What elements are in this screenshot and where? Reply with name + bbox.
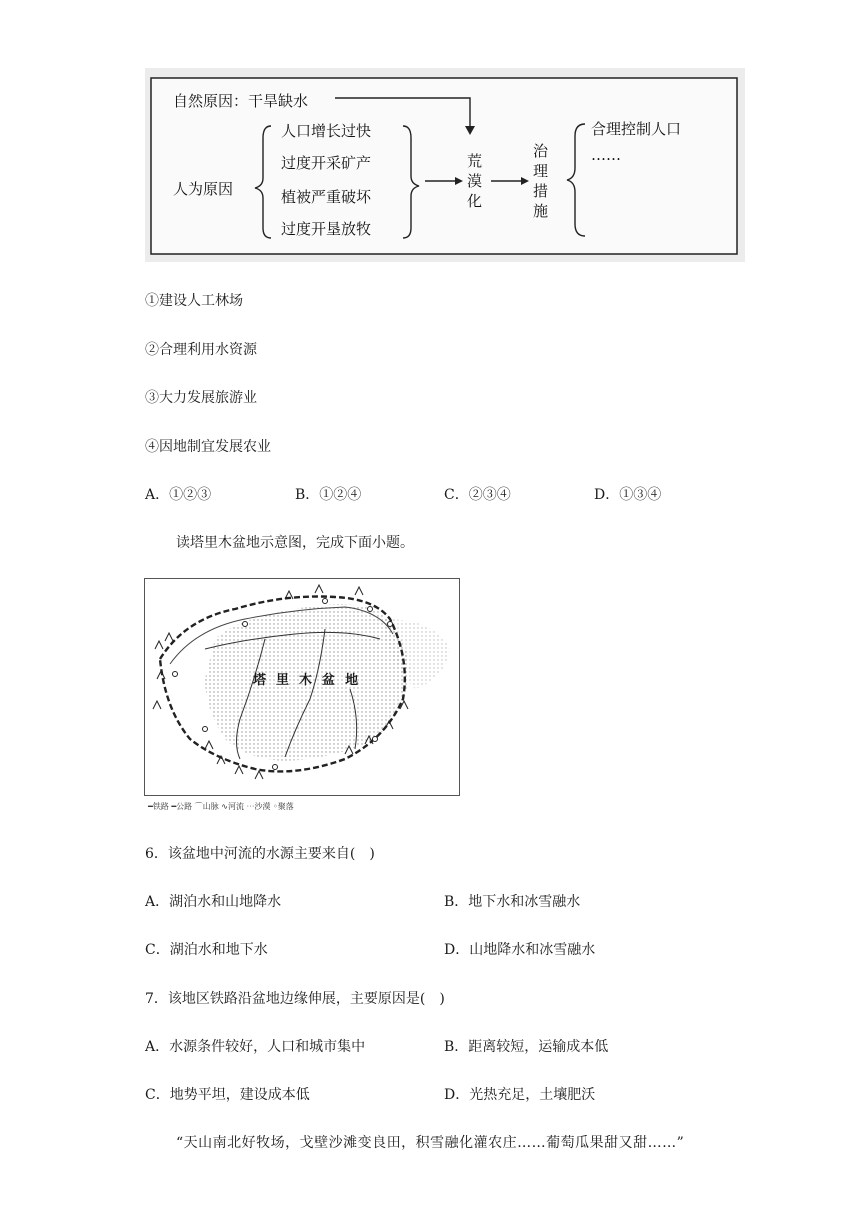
measure-2: …… bbox=[591, 146, 621, 164]
q7-choice-a: A．水源条件较好，人口和城市集中 bbox=[145, 1039, 366, 1055]
human-cause-1: 人口增长过快 bbox=[281, 122, 372, 140]
human-cause-3: 植被严重破坏 bbox=[281, 188, 372, 206]
measures-char-4: 施 bbox=[533, 202, 549, 220]
option-1: ①建设人工林场 bbox=[145, 293, 243, 309]
basin-char-1: 塔 bbox=[253, 673, 277, 688]
q5-choice-c: C．②③④ bbox=[444, 487, 511, 503]
q6-choice-d: D．山地降水和冰雪融水 bbox=[444, 942, 596, 958]
desertification-char-1: 荒 bbox=[467, 152, 483, 170]
basin-char-3: 木 bbox=[299, 673, 323, 688]
option-4: ④因地制宜发展农业 bbox=[145, 439, 271, 455]
option-3: ③大力发展旅游业 bbox=[145, 390, 257, 406]
q7-choice-c: C．地势平坦，建设成本低 bbox=[145, 1087, 310, 1103]
basin-label bbox=[253, 669, 368, 688]
natural-cause-text: 自然原因：干旱缺水 bbox=[173, 92, 309, 110]
option-2: ②合理利用水资源 bbox=[145, 342, 257, 358]
measures-char-3: 措 bbox=[533, 182, 549, 200]
desertification-char-3: 化 bbox=[467, 192, 483, 210]
q5-choice-d: D．①③④ bbox=[594, 487, 662, 503]
map-legend: ━铁路 ━公路 ⌒山脉 ∿河流 ⋯沙漠 ◦聚落 bbox=[148, 802, 294, 811]
human-cause-2: 过度开采矿产 bbox=[281, 154, 372, 172]
measures-char-2: 理 bbox=[533, 162, 549, 180]
q6-choice-a: A．湖泊水和山地降水 bbox=[145, 894, 282, 910]
q7-choice-b: B．距离较短，运输成本低 bbox=[444, 1039, 609, 1055]
measures-char-1: 治 bbox=[533, 142, 549, 160]
tarim-basin-map bbox=[144, 578, 460, 796]
q5-choice-b: B．①②④ bbox=[295, 487, 362, 503]
basin-char-5: 地 bbox=[345, 673, 369, 688]
q5-choice-a: A．①②③ bbox=[145, 487, 212, 503]
q7-choice-d: D．光热充足，土壤肥沃 bbox=[444, 1087, 596, 1103]
q6-stem: 6．该盆地中河流的水源主要来自( ) bbox=[145, 846, 375, 862]
q6-choice-b: B．地下水和冰雪融水 bbox=[444, 894, 581, 910]
intro-text: 读塔里木盆地示意图，完成下面小题。 bbox=[176, 535, 414, 551]
desertification-char-2: 漠 bbox=[467, 172, 483, 190]
basin-char-4: 盆 bbox=[322, 673, 346, 688]
q7-stem: 7．该地区铁路沿盆地边缘伸展，主要原因是( ) bbox=[145, 991, 445, 1007]
q6-choice-c: C．湖泊水和地下水 bbox=[145, 942, 268, 958]
human-cause-4: 过度开垦放牧 bbox=[281, 220, 372, 238]
quote-text: “天山南北好牧场，戈壁沙滩变良田，积雪融化灌农庄……葡萄瓜果甜又甜……” bbox=[176, 1135, 685, 1151]
basin-char-2: 里 bbox=[276, 673, 300, 688]
desertification-diagram bbox=[145, 68, 745, 262]
measure-1: 合理控制人口 bbox=[591, 120, 682, 138]
human-cause-label: 人为原因 bbox=[173, 180, 234, 198]
